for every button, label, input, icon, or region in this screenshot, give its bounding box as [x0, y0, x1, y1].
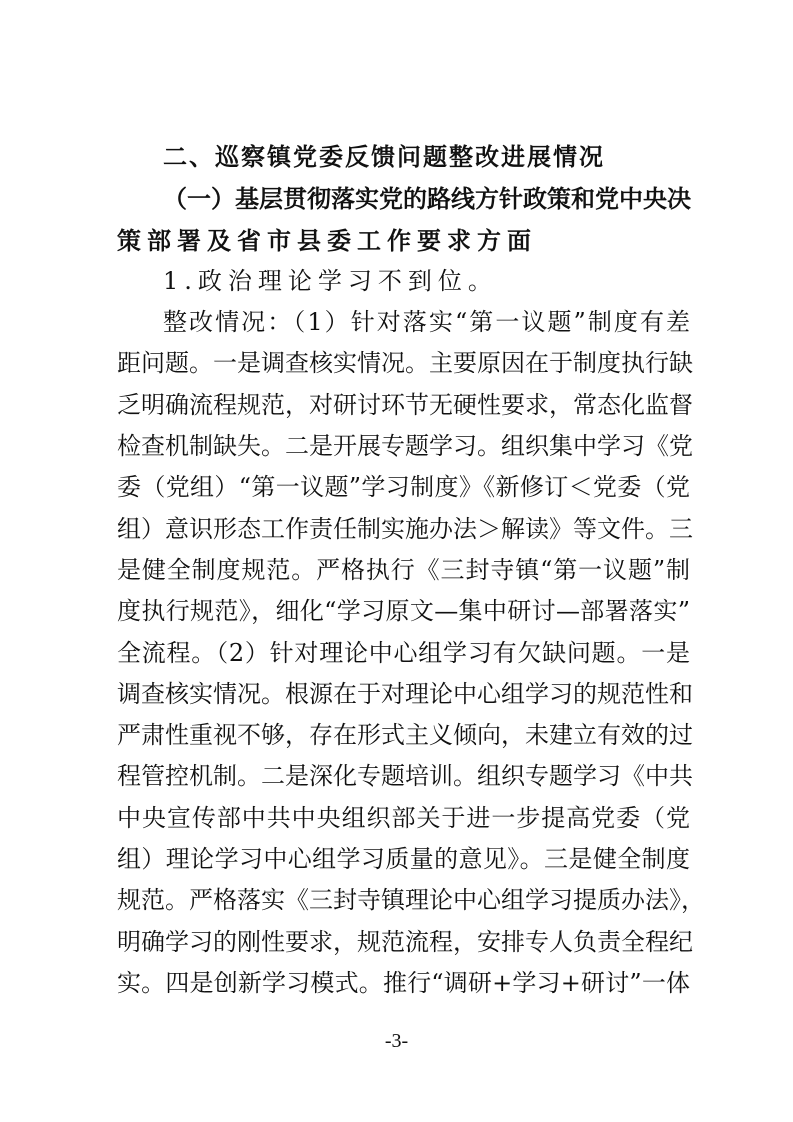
paragraph-line: 整改情况：（1）针对落实“第一议题”制度有差 — [163, 308, 690, 337]
paragraph-line: 乏明确流程规范，对研讨环节无硬性要求，常态化监督 — [117, 390, 693, 419]
paragraph-line: 检查机制缺失。二是开展专题学习。组织集中学习《党 — [117, 432, 693, 461]
paragraph-line: 实。四是创新学习模式。推行“调研+学习+研讨”一体 — [117, 968, 690, 997]
paragraph-line: 中央宣传部中共中央组织部关于进一步提高党委（党 — [117, 803, 690, 832]
paragraph-line: 程管控机制。二是深化专题培训。组织专题学习《中共 — [117, 762, 693, 791]
paragraph-line: 全流程。（2）针对理论中心组学习有欠缺问题。一是 — [117, 638, 690, 667]
paragraph-line: 严肃性重视不够，存在形式主义倾向，未建立有效的过 — [117, 721, 693, 750]
paragraph-line: 规范。严格落实《三封寺镇理论中心组学习提质办法》， — [117, 886, 705, 915]
item-heading: 1.政治理论学习不到位。 — [163, 266, 498, 295]
paragraph-line: 调查核实情况。根源在于对理论中心组学习的规范性和 — [117, 679, 693, 708]
paragraph-line: 组）理论学习中心组学习质量的意见》。三是健全制度 — [117, 845, 690, 874]
paragraph-line: 度执行规范》，细化“学习原文—集中研讨—部署落实” — [117, 597, 690, 626]
paragraph-line: 组）意识形态工作责任制实施办法＞解读》等文件。三 — [117, 514, 693, 543]
subsection-heading-line: （一）基层贯彻落实党的路线方针政策和党中央决 — [163, 184, 691, 214]
paragraph-line: 距问题。一是调查核实情况。主要原因在于制度执行缺 — [117, 349, 693, 378]
paragraph-line: 委（党组）“第一议题”学习制度》《新修订＜党委（党 — [117, 473, 690, 502]
section-heading: 二、巡察镇党委反馈问题整改进展情况 — [163, 143, 605, 171]
document-body — [117, 137, 705, 1004]
paragraph-line: 是健全制度规范。严格执行《三封寺镇“第一议题”制 — [117, 555, 690, 584]
subsection-heading-line: 策部署及省市县委工作要求方面 — [117, 225, 537, 255]
page-number: -3- — [384, 1030, 409, 1052]
paragraph-line: 明确学习的刚性要求，规范流程，安排专人负责全程纪 — [117, 927, 693, 956]
